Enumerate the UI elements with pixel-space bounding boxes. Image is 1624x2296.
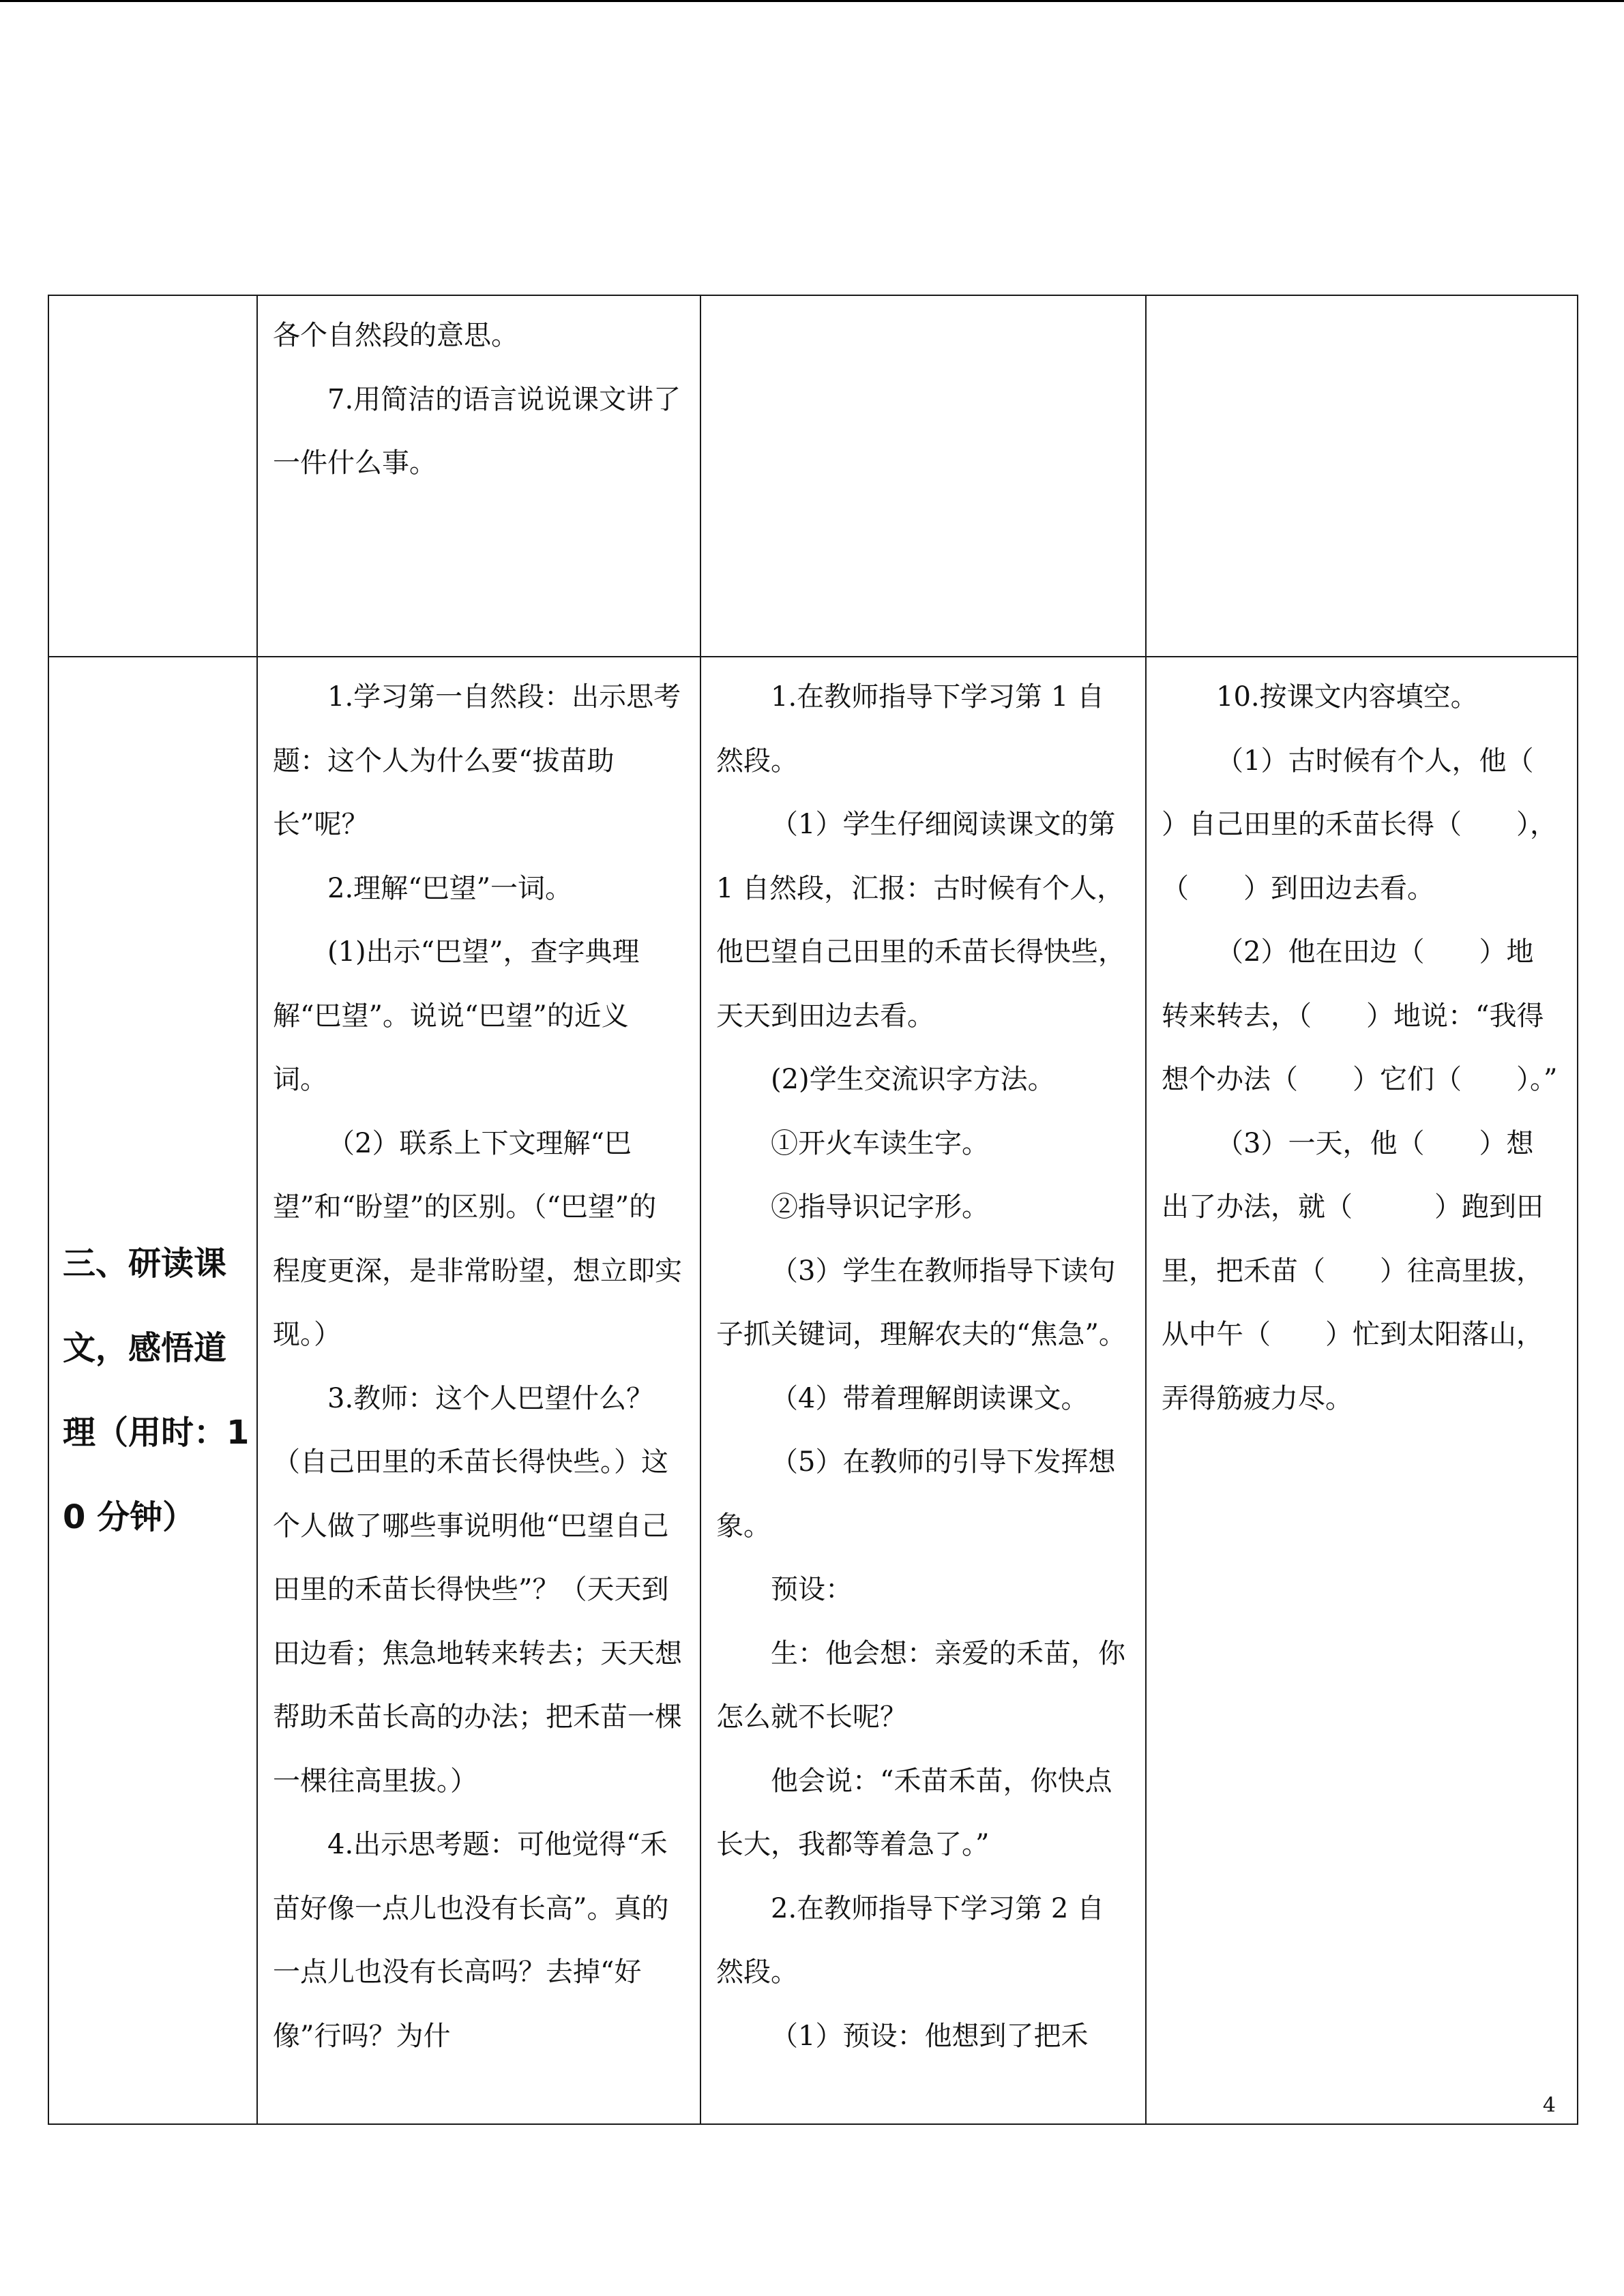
student-paragraph: 1.在教师指导下学习第 1 自然段。 [716, 681, 1105, 777]
teacher-paragraph: 2.理解“巴望”一词。 [327, 872, 573, 904]
student-paragraph: （1）预设：他想到了把禾 [771, 2020, 1089, 2052]
exercise-cell [1146, 295, 1578, 657]
student-paragraph: ①开火车读生字。 [771, 1127, 989, 1159]
student-paragraph: （3）学生在教师指导下读句子抓关键词，理解农夫的“焦急”。 [716, 1255, 1126, 1350]
exercise-paragraph: （1）古时候有个人，他（ ）自己田里的禾苗长得（ ），（ ）到田边去看。 [1162, 745, 1589, 904]
exercise-cell [1146, 657, 1589, 2124]
top-border-line [0, 0, 1624, 2]
student-paragraph: ②指导识记字形。 [771, 1191, 989, 1223]
student-paragraph: 2.在教师指导下学习第 2 自然段。 [716, 1892, 1105, 1988]
exercise-paragraph: （2）他在田边（ ）地转来转去，（ ）地说：“我得想个办法（ ）它们（ ）。” [1162, 936, 1558, 1095]
student-activity-cell [700, 295, 1146, 657]
teacher-paragraph: 各个自然段的意思。 [273, 320, 518, 351]
student-paragraph: （5）在教师的引导下发挥想象。 [716, 1446, 1116, 1542]
teacher-paragraph: 4.出示思考题：可他觉得“禾苗好像一点儿也没有长高”。真的一点儿也没有长高吗？去掉“好像”行吗？为什 [273, 1829, 669, 2052]
lesson-plan-table [48, 295, 1589, 2125]
exercise-paragraph: （3）一天，他（ ）想出了办法，就（ ）跑到田里，把禾苗（ ）往高里拔，从中午（ ）忙到太阳落山，弄得筋疲力尽。 [1162, 1127, 1544, 1414]
teacher-paragraph: (1)出示“巴望”，查字典理解“巴望”。说说“巴望”的近义词。 [273, 936, 640, 1095]
teacher-paragraph: （2）联系上下文理解“巴望”和“盼望”的区别。（“巴望”的程度更深，是非常盼望，想立即实现。） [273, 1127, 682, 1350]
student-paragraph: 生：他会想：亲爱的禾苗，你怎么就不长呢？ [716, 1637, 1125, 1733]
student-activity-cell [700, 657, 1146, 2124]
student-paragraph: 预设： [771, 1574, 853, 1605]
table-row-continuation [48, 295, 1578, 657]
teacher-activity-cell [257, 295, 700, 657]
table-row-section-three [48, 657, 1578, 2124]
teacher-paragraph: 1.学习第一自然段：出示思考题：这个人为什么要“拔苗助长”呢？ [273, 681, 681, 840]
student-paragraph: 他会说：“禾苗禾苗，你快点长大，我都等着急了。” [716, 1765, 1112, 1860]
section-cell [48, 657, 257, 2124]
section-title: 三、研读课文，感悟道理（用时：10 分钟） [63, 1244, 250, 1536]
student-paragraph: （1）学生仔细阅读课文的第 1 自然段，汇报：古时候有个人，他巴望自己田里的禾苗长得快些，天天到田边去看。 [716, 809, 1125, 1032]
teacher-paragraph: 7.用简洁的语言说说课文讲了一件什么事。 [273, 383, 681, 479]
student-paragraph: (2)学生交流识字方法。 [771, 1064, 1055, 1095]
teacher-activity-cell [257, 657, 700, 2124]
page-number: 4 [1542, 2093, 1556, 2117]
student-paragraph: （4）带着理解朗读课文。 [771, 1382, 1089, 1414]
section-cell-empty [48, 295, 257, 657]
exercise-paragraph: 10.按课文内容填空。 [1216, 681, 1478, 713]
teacher-paragraph: 3.教师：这个人巴望什么？（自己田里的禾苗长得快些。）这个人做了哪些事说明他“巴望自己田里的禾苗长得快些”？（天天到田边看；焦急地转来转去；天天想帮助禾苗长高的办法；把禾苗一棵一棵往高里拔。） [273, 1382, 682, 1797]
